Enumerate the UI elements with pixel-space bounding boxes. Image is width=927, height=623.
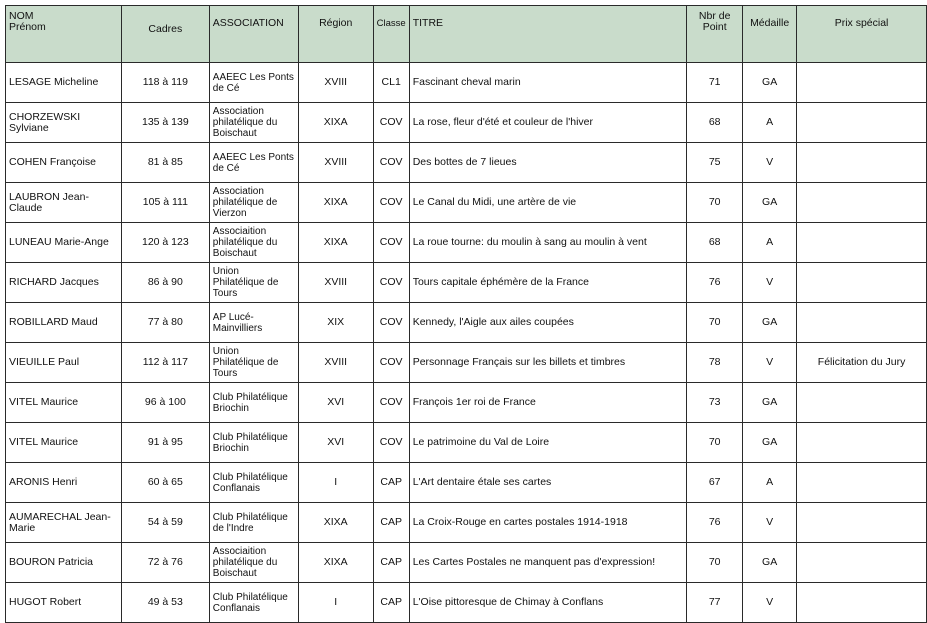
cell-prix [797,503,927,543]
association-line: AAEEC Les Ponts [212,151,294,163]
header-prenom: Prénom [9,21,46,33]
cell-cadres: 118 à 119 [121,63,209,103]
cell-classe: COV [373,103,409,143]
cell-classe: COV [373,223,409,263]
association-line: Club Philatélique [212,391,288,403]
association-line: Associaition [212,546,267,557]
cell-points: 77 [687,583,743,623]
header-classe-label: Classe [376,18,406,29]
cell-classe: CAP [373,463,409,503]
cell-cadres: 60 à 65 [121,463,209,503]
cell-titre: Fascinant cheval marin [409,63,687,103]
cell-association [209,503,298,543]
cell-prix [797,303,927,343]
association-line: Associaition [212,226,267,237]
cell-medaille: A [743,103,797,143]
cell-medaille: GA [743,543,797,583]
cell-titre: L'Oise pittoresque de Chimay à Conflans [409,583,687,623]
header-nom-prenom [6,6,122,63]
cell-points: 68 [687,103,743,143]
header-medaille-label: Médaille [750,17,790,29]
table-row [6,343,927,383]
header-classe [373,6,409,63]
cell-titre: Le Canal du Midi, une artère de vie [409,183,687,223]
table-row [6,543,927,583]
cell-association [209,223,298,263]
cell-titre: François 1er roi de France [409,383,687,423]
header-titre [409,6,687,63]
association-line: Union [212,266,239,277]
association-line: de Cé [212,162,240,174]
association-line: Conflanais [212,602,261,614]
cell-association [209,143,298,183]
cell-classe: COV [373,303,409,343]
association-line: Club Philatélique [212,511,288,523]
table-row [6,423,927,463]
cell-classe: COV [373,423,409,463]
association-line: Philatélique de [212,277,279,288]
cell-cadres: 77 à 80 [121,303,209,343]
header-points-line1: Nbr de [698,10,731,22]
association-line: Briochin [212,402,249,414]
cell-association [209,263,298,303]
header-cadres-label: Cadres [148,23,183,35]
cell-prix: Félicitation du Jury [797,343,927,383]
association-line: Boischaut [212,248,257,259]
table-row [6,303,927,343]
cell-nom: COHEN Françoise [6,143,122,183]
cell-points: 71 [687,63,743,103]
cell-nom: ROBILLARD Maud [6,303,122,343]
header-cadres [121,6,209,63]
cell-classe: CAP [373,503,409,543]
cell-medaille: V [743,143,797,183]
cell-medaille: V [743,583,797,623]
cell-medaille: GA [743,63,797,103]
cell-titre: Le patrimoine du Val de Loire [409,423,687,463]
cell-region: XIXA [298,223,373,263]
cell-cadres: 72 à 76 [121,543,209,583]
cell-prix [797,423,927,463]
table-row [6,63,927,103]
cell-region: XVIII [298,263,373,303]
association-line: Union [212,346,239,357]
cell-nom: LAUBRON Jean-Claude [6,183,122,223]
cell-region: I [298,583,373,623]
cell-cadres: 49 à 53 [121,583,209,623]
header-row [6,6,927,63]
association-line: AP Lucé- [212,311,254,323]
cell-association [209,183,298,223]
cell-region: XVI [298,423,373,463]
cell-region: XIXA [298,503,373,543]
association-line: de l'Indre [212,522,254,534]
association-line: Vierzon [212,208,247,219]
cell-medaille: V [743,503,797,543]
association-line: Club Philatélique [212,591,288,603]
cell-points: 70 [687,423,743,463]
association-line: de Cé [212,82,240,94]
cell-association [209,63,298,103]
cell-titre: Tours capitale éphémère de la France [409,263,687,303]
cell-cadres: 81 à 85 [121,143,209,183]
header-prix [797,6,927,63]
header-prix-label: Prix spécial [834,17,889,29]
header-association-label: ASSOCIATION [212,17,284,29]
cell-points: 76 [687,263,743,303]
header-points-line2: Point [702,21,727,33]
cell-nom: LESAGE Micheline [6,63,122,103]
header-nom: NOM [9,10,34,22]
cell-points: 68 [687,223,743,263]
cell-titre: La roue tourne: du moulin à sang au moulin à vent [409,223,687,263]
cell-nom: VITEL Maurice [6,383,122,423]
cell-prix [797,103,927,143]
cell-prix [797,543,927,583]
cell-prix [797,223,927,263]
header-association [209,6,298,63]
cell-medaille: A [743,463,797,503]
cell-classe: CL1 [373,63,409,103]
cell-region: XVIII [298,143,373,183]
cell-nom: HUGOT Robert [6,583,122,623]
cell-association [209,103,298,143]
association-line: Mainvilliers [212,322,263,334]
association-line: Briochin [212,442,249,454]
cell-cadres: 120 à 123 [121,223,209,263]
association-line: Tours [212,288,238,299]
results-sheet [5,5,927,623]
header-medaille [743,6,797,63]
cell-medaille: GA [743,183,797,223]
header-titre-label: TITRE [412,17,444,29]
cell-medaille: GA [743,383,797,423]
cell-nom: BOURON Patricia [6,543,122,583]
cell-points: 78 [687,343,743,383]
association-line: Boischaut [212,128,257,139]
cell-classe: COV [373,343,409,383]
association-line: philatélique de [212,197,278,208]
cell-titre: Kennedy, l'Aigle aux ailes coupées [409,303,687,343]
association-line: philatélique du [212,237,278,248]
association-line: Club Philatélique [212,471,288,483]
cell-classe: COV [373,183,409,223]
cell-cadres: 135 à 139 [121,103,209,143]
cell-association [209,303,298,343]
cell-classe: CAP [373,543,409,583]
association-line: Philatélique de [212,357,279,368]
cell-prix [797,183,927,223]
cell-cadres: 105 à 111 [121,183,209,223]
association-line: AAEEC Les Ponts [212,71,294,83]
table-row [6,503,927,543]
cell-region: XVIII [298,63,373,103]
cell-region: XIXA [298,543,373,583]
cell-region: XIXA [298,103,373,143]
cell-classe: COV [373,143,409,183]
cell-prix [797,63,927,103]
cell-association [209,463,298,503]
cell-nom: VIEUILLE Paul [6,343,122,383]
cell-points: 75 [687,143,743,183]
cell-association [209,343,298,383]
association-line: philatélique du [212,117,278,128]
cell-titre: La rose, fleur d'été et couleur de l'hiver [409,103,687,143]
cell-prix [797,383,927,423]
table-row [6,583,927,623]
cell-classe: COV [373,383,409,423]
association-line: Tours [212,368,238,379]
cell-points: 67 [687,463,743,503]
cell-cadres: 54 à 59 [121,503,209,543]
cell-medaille: A [743,223,797,263]
cell-prix [797,263,927,303]
cell-region: XVIII [298,343,373,383]
table-row [6,463,927,503]
association-line: Boischaut [212,568,257,579]
cell-medaille: V [743,263,797,303]
table-row [6,183,927,223]
association-line: Conflanais [212,482,261,494]
cell-region: I [298,463,373,503]
cell-cadres: 112 à 117 [121,343,209,383]
cell-classe: CAP [373,583,409,623]
cell-nom: RICHARD Jacques [6,263,122,303]
cell-association [209,383,298,423]
cell-prix [797,143,927,183]
table-row [6,263,927,303]
association-line: Association [212,186,264,197]
cell-nom: CHORZEWSKI Sylviane [6,103,122,143]
association-line: philatélique du [212,557,278,568]
cell-titre: L'Art dentaire étale ses cartes [409,463,687,503]
association-line: Club Philatélique [212,431,288,443]
association-line: Association [212,106,264,117]
cell-nom: AUMARECHAL Jean-Marie [6,503,122,543]
header-region-label: Région [319,17,353,29]
cell-nom: ARONIS Henri [6,463,122,503]
cell-points: 70 [687,183,743,223]
table-body [6,63,927,623]
cell-cadres: 96 à 100 [121,383,209,423]
cell-titre: Personnage Français sur les billets et timbres [409,343,687,383]
cell-nom: VITEL Maurice [6,423,122,463]
cell-prix [797,583,927,623]
cell-points: 70 [687,303,743,343]
cell-cadres: 91 à 95 [121,423,209,463]
cell-titre: Les Cartes Postales ne manquent pas d'expression! [409,543,687,583]
table-row [6,103,927,143]
cell-medaille: V [743,343,797,383]
cell-region: XIX [298,303,373,343]
cell-titre: La Croix-Rouge en cartes postales 1914-1918 [409,503,687,543]
cell-medaille: GA [743,423,797,463]
cell-region: XIXA [298,183,373,223]
cell-points: 76 [687,503,743,543]
cell-association [209,583,298,623]
cell-classe: COV [373,263,409,303]
header-points [687,6,743,63]
cell-nom: LUNEAU Marie-Ange [6,223,122,263]
table-row [6,143,927,183]
table-row [6,383,927,423]
table-row [6,223,927,263]
cell-association [209,423,298,463]
cell-points: 70 [687,543,743,583]
cell-association [209,543,298,583]
results-table [5,5,927,623]
cell-cadres: 86 à 90 [121,263,209,303]
header-region [298,6,373,63]
cell-titre: Des bottes de 7 lieues [409,143,687,183]
cell-region: XVI [298,383,373,423]
cell-points: 73 [687,383,743,423]
cell-medaille: GA [743,303,797,343]
cell-prix [797,463,927,503]
